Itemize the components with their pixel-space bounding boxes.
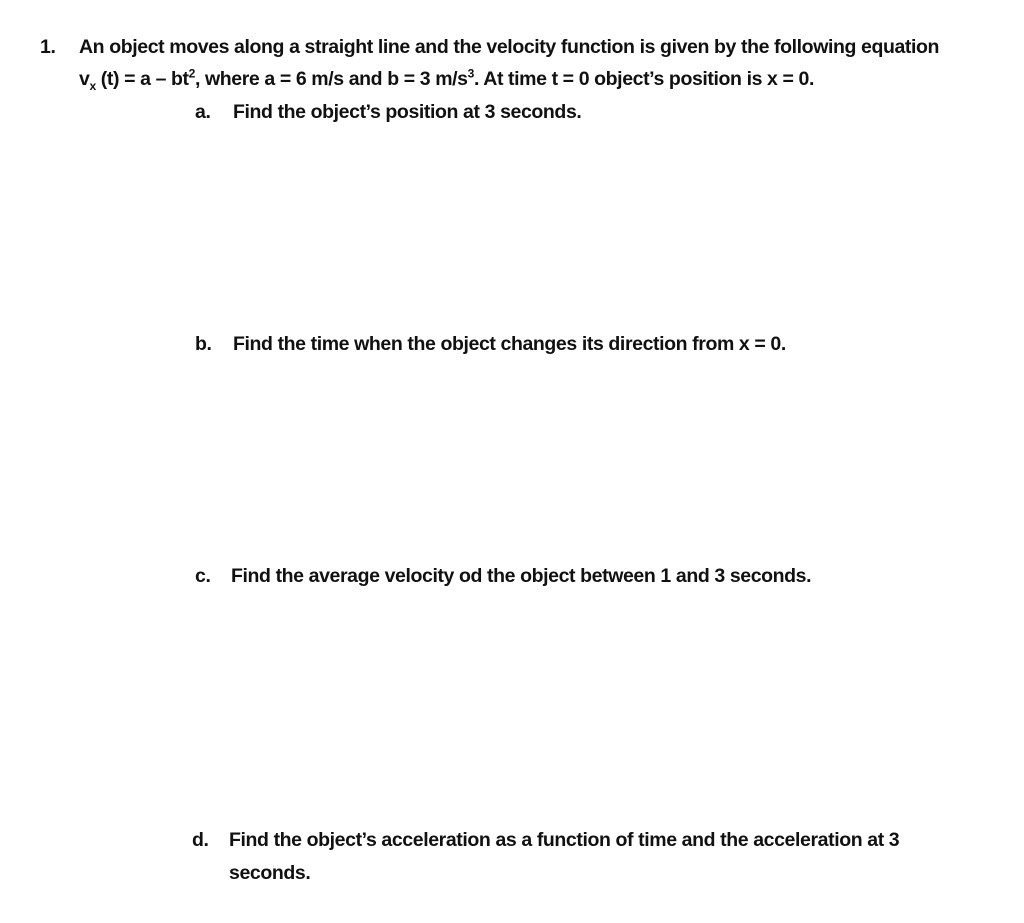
- part-c-label: c.: [195, 565, 211, 587]
- part-b-text: Find the time when the object changes its direction from x = 0.: [233, 333, 786, 355]
- question-stem-line-2: [79, 68, 814, 91]
- velocity-subscript: x: [89, 78, 96, 93]
- part-d-label: d.: [192, 829, 209, 851]
- exponent-2: 2: [188, 66, 195, 81]
- question-number: 1.: [40, 36, 56, 58]
- equation-text: (t) = a – bt: [95, 68, 189, 90]
- part-a-label: a.: [195, 101, 211, 123]
- part-b-label: b.: [195, 333, 212, 355]
- part-c-text: Find the average velocity od the object between 1 and 3 seconds.: [231, 565, 812, 587]
- exponent-3: 3: [467, 66, 474, 81]
- question-stem-line-1: An object moves along a straight line and the velocity function is given by the following equation: [79, 36, 940, 58]
- part-a-text: Find the object’s position at 3 seconds.: [233, 101, 582, 123]
- part-d-text-line-2: seconds.: [229, 862, 311, 884]
- constants-text: , where a = 6 m/s and b = 3 m/s: [194, 68, 468, 90]
- part-d-text-line-1: Find the object’s acceleration as a function of time and the acceleration at 3: [229, 829, 900, 851]
- initial-condition-text: . At time t = 0 object’s position is x = 0.: [473, 68, 814, 90]
- velocity-symbol: v: [79, 68, 90, 90]
